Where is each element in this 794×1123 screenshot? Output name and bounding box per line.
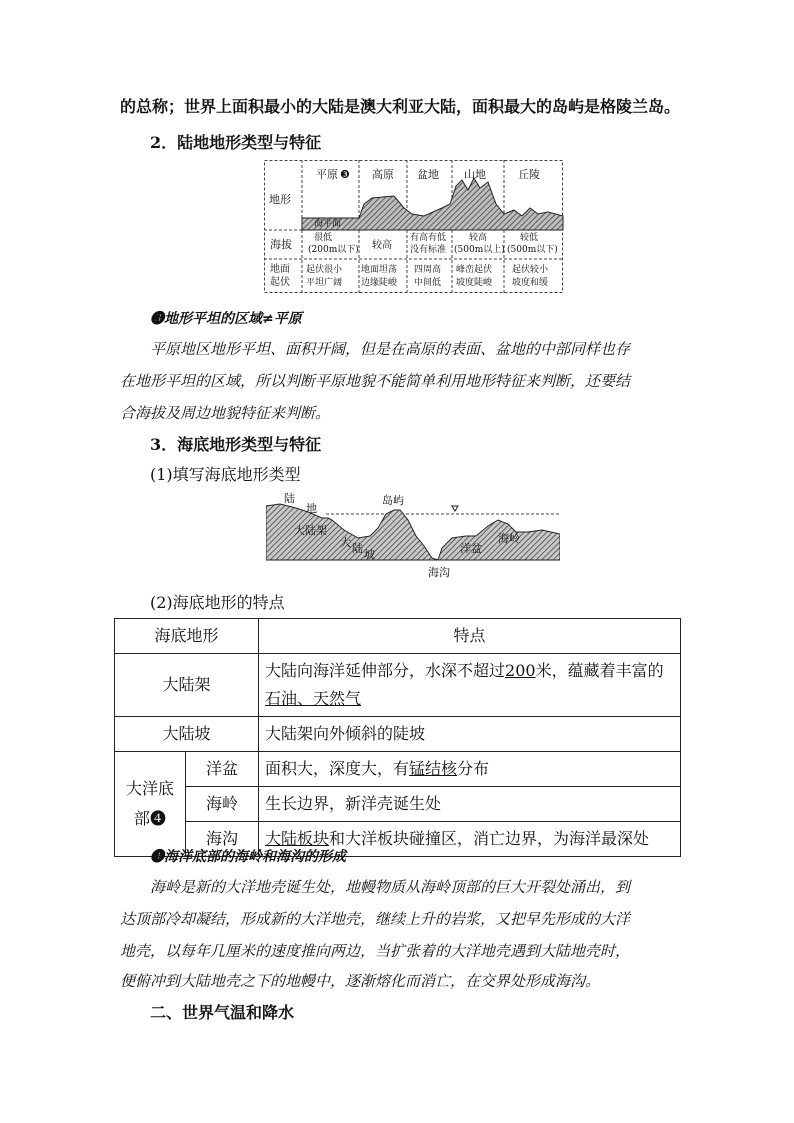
relief-hill-2: 坡度和缓 (512, 278, 549, 288)
basin-nodules: 锰结核 (409, 759, 458, 778)
section-heading: 二、世界气温和降水 (150, 1003, 295, 1022)
table-header-row (115, 619, 681, 654)
relief-basin-1: 四周高 (414, 265, 442, 275)
label-basin: 洋盆 (460, 542, 482, 555)
col-name-mountain: 山地 (464, 168, 486, 181)
alt-plateau: 较高 (372, 240, 392, 251)
alt-plain-1: 很低 (314, 233, 333, 243)
note4-title: ❹海洋底部的海岭和海沟的形成 (150, 849, 346, 865)
row-label-relief-1: 地面 (270, 264, 290, 275)
cell-basin-text (259, 752, 681, 787)
table-row (115, 787, 681, 822)
shelf-text-part: 米，蕴藏着丰富的 (535, 661, 664, 680)
alt-mountain-2: (500m以上) (454, 245, 505, 255)
note3-line-2: 在地形平坦的区域，所以判断平原地貌不能简单利用地形特征来判断，还要结 (120, 372, 631, 390)
label-slope-3: 坡 (364, 548, 375, 561)
cell-ridge-label: 海岭 (186, 787, 259, 822)
ocean-floor-label-2: 部❹ (133, 809, 166, 828)
basin-text-part: 分布 (457, 759, 490, 778)
seafloor-table (114, 618, 681, 857)
label-slope-2: 陆 (352, 542, 363, 555)
col-name-plain: 平原 (316, 168, 338, 181)
row-label-altitude: 海拔 (270, 238, 292, 251)
cell-ocean-floor-label (115, 752, 186, 857)
relief-mountain-2: 坡度陡峻 (456, 278, 493, 288)
cell-trench-label: 海沟 (186, 822, 259, 857)
intro-line: 的总称；世界上面积最小的大陆是澳大利亚大陆，面积最大的岛屿是格陵兰岛。 (120, 97, 681, 116)
alt-basin-2: 没有标准 (410, 245, 447, 255)
section3-title: 3．海底地形类型与特征 (150, 435, 322, 454)
note3-line-3: 合海拔及周边地貌特征来判断。 (120, 404, 331, 422)
marker-3: ❸ (340, 168, 350, 181)
sub1-title: (1)填写海底地形类型 (150, 465, 301, 484)
table-row (115, 717, 681, 752)
cell-basin-label: 洋盆 (186, 752, 259, 787)
col-name-hill: 丘陵 (518, 168, 540, 181)
col-name-basin: 盆地 (417, 168, 439, 181)
alt-hill-2: (500m以下) (507, 245, 558, 255)
relief-basin-2: 中间低 (414, 278, 442, 288)
table-row (115, 654, 681, 717)
cell-shelf-label: 大陆架 (115, 654, 259, 717)
shelf-text-part: 大陆向海洋延伸部分，水深不超过 (265, 661, 506, 680)
header-landform: 海底地形 (115, 619, 259, 654)
seafloor-figure (266, 490, 560, 580)
col-name-plateau: 高原 (372, 168, 394, 181)
sea-level-marker-icon (452, 506, 458, 511)
alt-plain-2: (200m以下) (308, 245, 359, 255)
table-row (115, 752, 681, 787)
label-island: 岛屿 (382, 494, 404, 507)
section2-title: 2．陆地地形类型与特征 (150, 133, 322, 152)
header-features: 特点 (259, 619, 681, 654)
shelf-resources: 石油、天然气 (265, 689, 362, 708)
sub2-title: (2)海底地形的特点 (150, 593, 285, 612)
note3-line-1: 平原地区地形平坦、面积开阔，但是在高原的表面、盆地的中部同样也存 (150, 340, 631, 358)
sea-level-label: 海平面 (314, 219, 342, 229)
cell-ridge-text: 生长边界，新洋壳诞生处 (259, 787, 681, 822)
relief-plain-1: 起伏很小 (306, 265, 343, 275)
basin-text-part: 面积大，深度大，有 (265, 759, 410, 778)
ocean-floor-label-1: 大洋底 (125, 779, 174, 798)
relief-hill-1: 起伏较小 (512, 265, 549, 275)
relief-plateau-2: 边缘陡峻 (361, 278, 398, 288)
shelf-depth: 200 (505, 661, 536, 680)
alt-hill-1: 较低 (520, 233, 539, 243)
note4-line-3: 地壳，以每年几厘米的速度推向两边，当扩张着的大洋地壳遇到大陆地壳时， (120, 942, 631, 960)
note3-title: ❸地形平坦的区域≠平原 (150, 311, 302, 327)
row-label-relief-2: 起伏 (270, 277, 290, 288)
label-shelf: 大陆架 (294, 524, 327, 537)
note4-line-4: 便俯冲到大陆地壳之下的地幔中，逐渐熔化而消亡，在交界处形成海沟。 (120, 972, 601, 990)
trench-text-part: 和大洋板块碰撞区，消亡边界，为海洋最深处 (329, 829, 650, 848)
note4-line-2: 达顶部冷却凝结，形成新的大洋地壳，继续上升的岩浆，又把早先形成的大洋 (120, 910, 631, 928)
cell-slope-text: 大陆架向外倾斜的陡坡 (259, 717, 681, 752)
land-landform-figure (264, 160, 564, 293)
label-trench: 海沟 (428, 566, 450, 579)
trench-plate: 大陆板块 (265, 829, 330, 848)
label-land-2: 地 (306, 502, 317, 515)
relief-plain-2: 平坦广阔 (306, 278, 343, 288)
cell-slope-label: 大陆坡 (115, 717, 259, 752)
relief-mountain-1: 峰峦起伏 (456, 265, 493, 275)
label-ridge: 海岭 (498, 532, 520, 545)
label-land-1: 陆 (284, 492, 295, 505)
alt-mountain-1: 较高 (469, 233, 488, 243)
row-label-terrain: 地形 (269, 193, 291, 206)
alt-basin-1: 有高有低 (410, 233, 447, 243)
relief-plateau-1: 地面坦荡 (361, 265, 398, 275)
note4-line-1: 海岭是新的大洋地壳诞生处，地幔物质从海岭顶部的巨大开裂处涌出，到 (150, 878, 631, 896)
cell-shelf-text (259, 654, 681, 717)
land-profile (302, 178, 563, 230)
label-slope-1: 大 (340, 536, 351, 549)
